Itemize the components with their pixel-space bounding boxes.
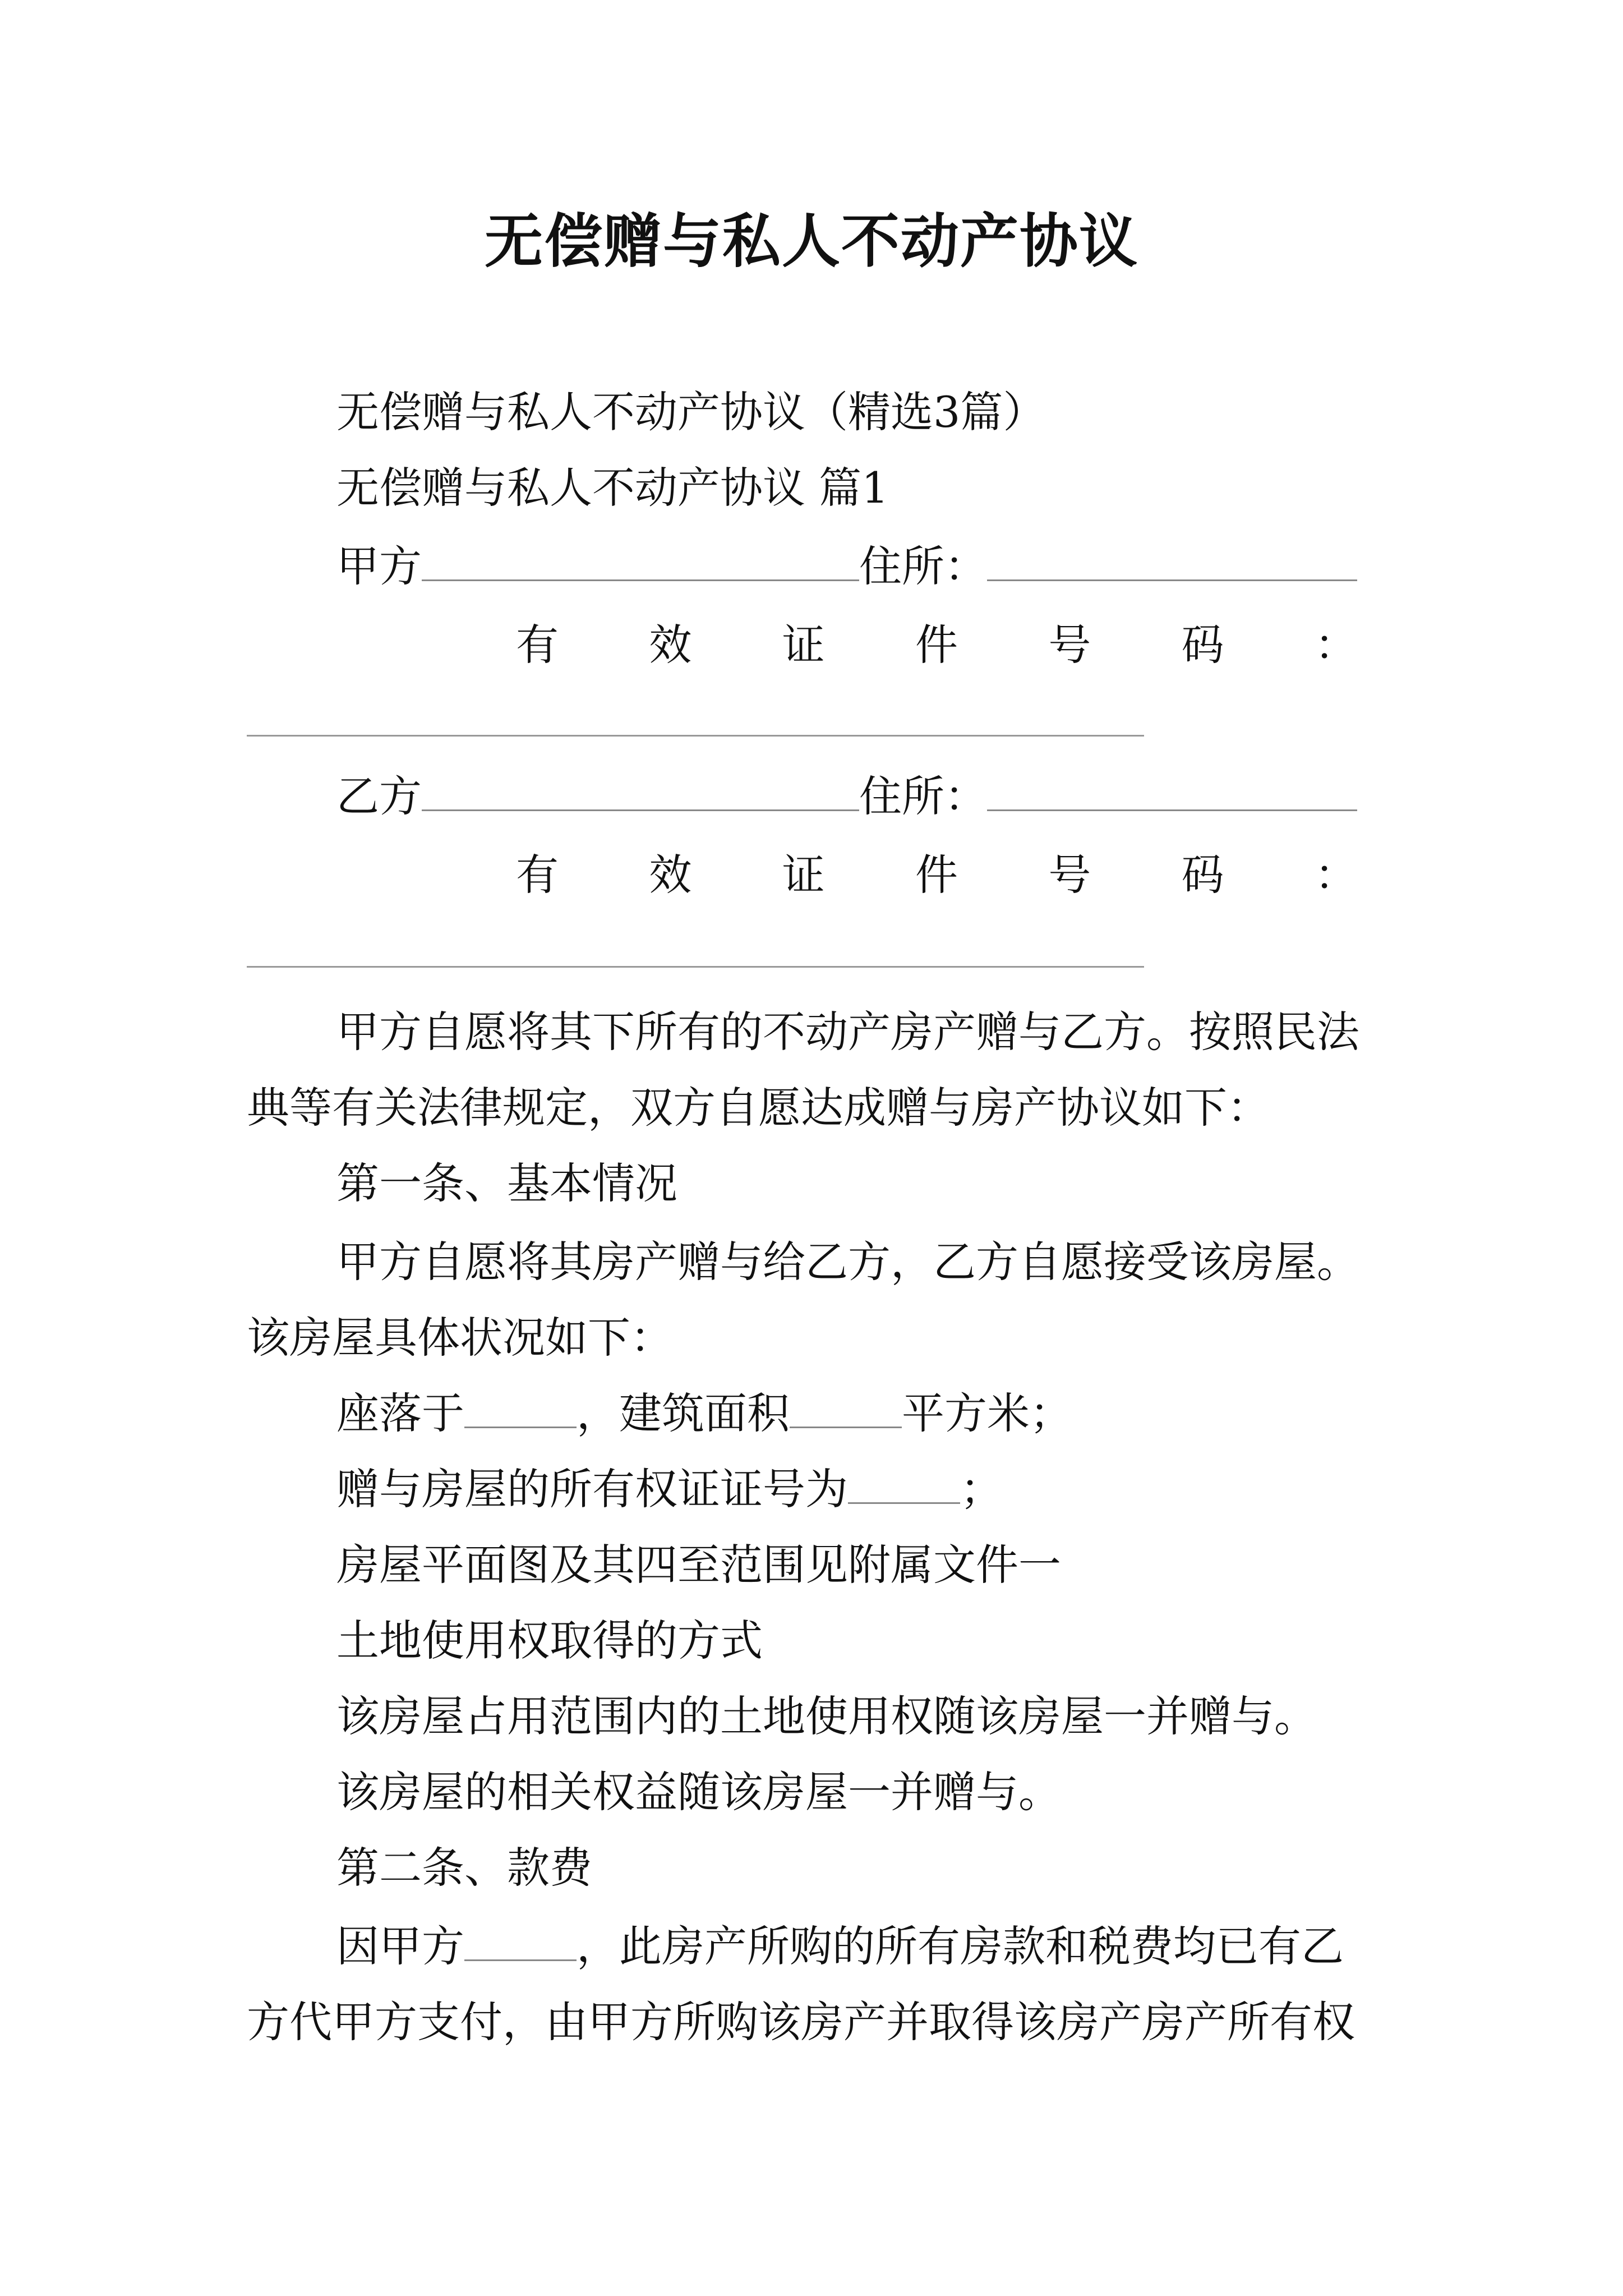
fee-prefix: 因甲方: [336, 1921, 464, 1971]
certificate-line: [336, 1461, 1003, 1517]
area-label: ，建筑面积: [577, 1388, 790, 1438]
party-a-address-label: 住所：: [859, 541, 987, 591]
certificate-suffix: ；: [960, 1464, 1003, 1514]
party-a-address-blank: [987, 540, 1357, 581]
subtitle: 无偿赠与私人不动产协议（精选3篇）: [336, 387, 1046, 437]
part-heading: 无偿赠与私人不动产协议 篇1: [336, 463, 889, 513]
party-b-address-blank: [987, 770, 1357, 811]
id-label-char: 有: [516, 620, 559, 670]
party-a-label: 甲方: [336, 541, 422, 591]
certificate-blank: [848, 1463, 960, 1504]
article-1-heading: 第一条、基本情况: [336, 1158, 677, 1208]
id-label-char: 效: [649, 850, 692, 900]
id-label-char: 效: [649, 620, 692, 670]
party-b-id-label: [516, 847, 1357, 903]
certificate-label: 赠与房屋的所有权证证号为: [336, 1464, 848, 1514]
id-label-char: 件: [915, 850, 958, 900]
id-label-char: 件: [915, 620, 958, 670]
land-heading: 土地使用权取得的方式: [336, 1616, 763, 1665]
intro-line-1: 甲方自愿将其下所有的不动产房产赠与乙方。按照民法: [336, 1007, 1359, 1057]
area-blank: [790, 1387, 902, 1428]
id-label-char: ：: [1314, 620, 1357, 670]
id-label-char: 码: [1181, 850, 1224, 900]
id-label-char: 证: [782, 620, 825, 670]
location-line: [336, 1386, 1072, 1442]
id-label-char: 证: [782, 850, 825, 900]
fee-line-2: 方代甲方支付，由甲方所购该房产并取得该房产房产所有权: [247, 1997, 1355, 2047]
id-label-char: 号: [1048, 620, 1091, 670]
id-label-char: 码: [1181, 620, 1224, 670]
id-label-char: 有: [516, 850, 559, 900]
fee-line-1: [336, 1918, 1344, 1975]
area-unit: 平方米；: [902, 1388, 1072, 1438]
id-label-char: 号: [1048, 850, 1091, 900]
land-paragraph: 该房屋占用范围内的土地使用权随该房屋一并赠与。: [336, 1691, 1317, 1741]
party-b-id-blank: [247, 966, 1144, 968]
party-a-name-blank: [422, 540, 859, 581]
fee-blank: [464, 1920, 577, 1961]
article-2-heading: 第二条、款费: [336, 1843, 592, 1893]
article-1-paragraph-line-1: 甲方自愿将其房产赠与给乙方，乙方自愿接受该房屋。: [336, 1237, 1359, 1287]
party-b-label: 乙方: [336, 771, 422, 821]
party-a-id-label: [516, 617, 1357, 673]
article-1-paragraph-line-2: 该房屋具体状况如下：: [247, 1313, 673, 1363]
floorplan-line: 房屋平面图及其四至范围见附属文件一: [336, 1540, 1061, 1590]
party-b-name-blank: [422, 770, 859, 811]
party-a-id-blank: [247, 735, 1144, 737]
party-b-row: [336, 769, 1357, 825]
party-b-address-label: 住所：: [859, 771, 987, 821]
document-title: 无偿赠与私人不动产协议: [484, 206, 1138, 275]
id-label-char: ：: [1314, 850, 1357, 900]
location-blank: [464, 1387, 577, 1428]
location-prefix: 座落于: [336, 1388, 464, 1438]
intro-line-2: 典等有关法律规定，双方自愿达成赠与房产协议如下：: [247, 1083, 1270, 1133]
rights-paragraph: 该房屋的相关权益随该房屋一并赠与。: [336, 1767, 1061, 1817]
fee-text: ，此房产所购的所有房款和税费均已有乙: [577, 1921, 1344, 1971]
party-a-row: [336, 539, 1357, 595]
